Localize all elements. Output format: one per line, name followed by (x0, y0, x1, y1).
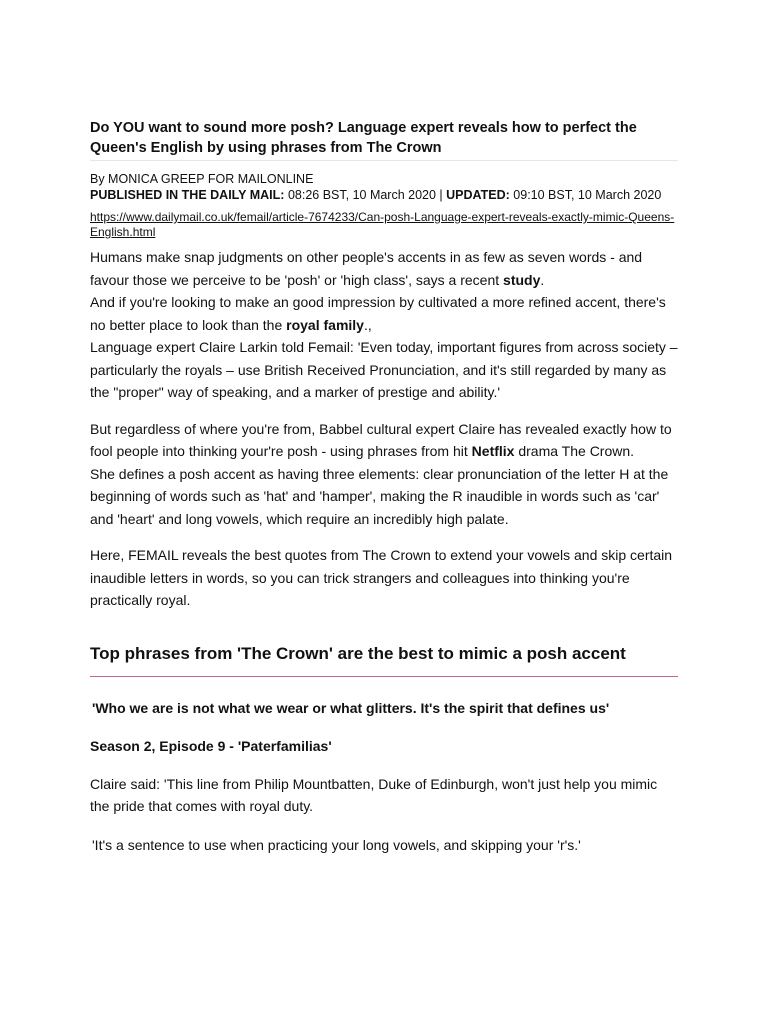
p2-end: ., (363, 316, 372, 333)
publish-info (90, 187, 678, 203)
section-heading: Top phrases from 'The Crown' are the best to mimic a posh accent (90, 642, 678, 677)
byline: By MONICA GREEP FOR MAILONLINE (90, 172, 314, 186)
paragraph-intro (90, 246, 678, 404)
netflix-link[interactable]: Netflix (471, 443, 515, 459)
claire-quote-1: Claire said: 'This line from Philip Mountbatten, Duke of Edinburgh, won't just help you mimic the pride that comes with royal duty. (90, 775, 658, 814)
claire-quote-2: 'It's a sentence to use when practicing your long vowels, and skipping your 'r's.' (92, 836, 581, 853)
paragraph-femail: Here, FEMAIL reveals the best quotes from The Crown to extend your vowels and skip certain inaudible letters in words, so you can trick strangers and colleagues into thinking you're practically royal. (90, 547, 673, 608)
p1-end: . (540, 271, 545, 288)
paragraph-netflix (90, 418, 678, 531)
article-url-link[interactable]: https://www.dailymail.co.uk/femail/article-7674233/Can-posh-Language-expert-reveals-exactly-mimic-Queens-English.html (90, 210, 675, 239)
p5-text: She defines a posh accent as having three elements: clear pronunciation of the letter H at the beginning of words such as 'hat' and 'hamper', making the R inaudible in words such as 'car' and 'heart' and long vowels, which require an incredibly high palate. (90, 465, 669, 527)
p4-end: drama The Crown. (514, 443, 635, 459)
published-label: PUBLISHED IN THE DAILY MAIL: (90, 188, 285, 202)
p4-text: But regardless of where you're from, Babbel cultural expert Claire has revealed exactly how to fool people into thinking your're posh - using phrases from hit (90, 420, 672, 459)
published-value: 08:26 BST, 10 March 2020 | (284, 188, 447, 202)
episode-label: Season 2, Episode 9 - 'Paterfamilias' (90, 737, 332, 754)
p2-text: And if you're looking to make an good impression by cultivated a more refined accent, there's no better place to look than the (90, 294, 666, 333)
p1-text: Humans make snap judgments on other people's accents in as few as seven words - and favour those we perceive to be 'posh' or 'high class', says a recent (90, 249, 643, 288)
quote-title: 'Who we are is not what we wear or what glitters. It's the spirit that defines us' (92, 699, 610, 716)
royal-family-link[interactable]: royal family (286, 316, 364, 333)
article-headline: Do YOU want to sound more posh? Language expert reveals how to perfect the Queen's English by using phrases from The Crown (90, 118, 678, 161)
p3-text: Language expert Claire Larkin told Femail: 'Even today, important figures from across society – particularly the royals – use British Received Pronunciation, and it's still regarded by many as the "proper" way of speaking, and a marker of prestige and ability.' (90, 339, 678, 400)
updated-value: 09:10 BST, 10 March 2020 (509, 188, 662, 202)
updated-label: UPDATED: (446, 188, 510, 202)
study-link[interactable]: study (503, 271, 541, 288)
